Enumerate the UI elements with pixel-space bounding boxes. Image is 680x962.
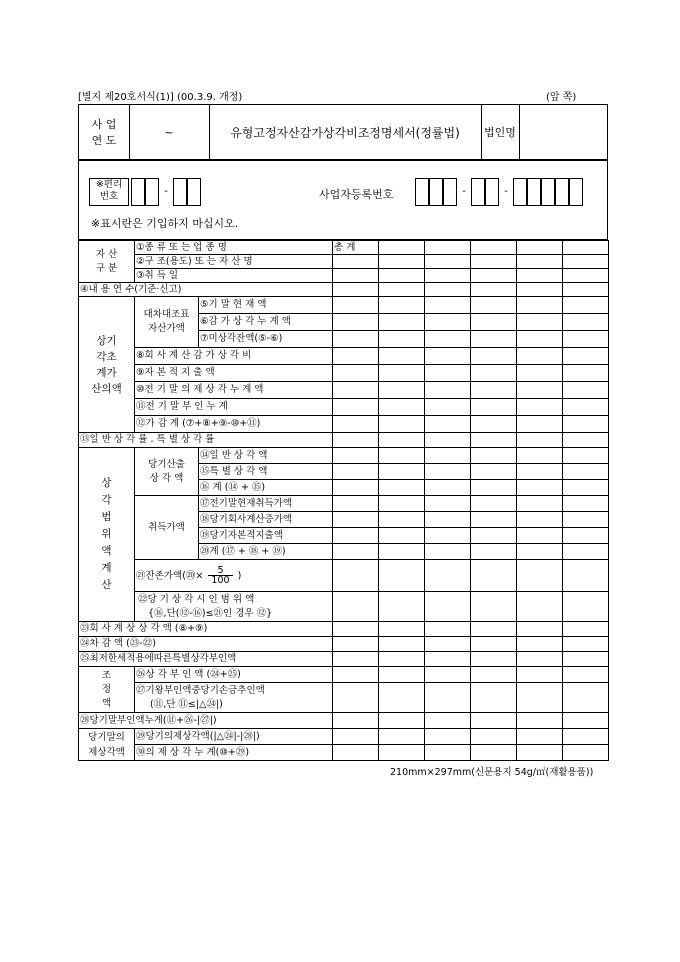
deemed-dep-label: 당기말의 제상각액 bbox=[79, 729, 135, 761]
row-5: ⑤기 말 현 재 액 bbox=[199, 297, 333, 314]
row-17: ⑰전기말현재취득가액 bbox=[199, 496, 333, 512]
biz-reg-label: 사업자등록번호 bbox=[319, 188, 394, 201]
row-27: ㉗기왕부인액중당기손금추인액 (⑪,단 ⑪≤|△㉔|) bbox=[135, 683, 333, 713]
row-25: ㉕최저한세적용에따른특별상각부인액 bbox=[79, 652, 333, 667]
row-16: ⑯ 계 (⑭ + ⑮) bbox=[199, 480, 333, 496]
row-11: ⑪전 기 말 부 인 누 계 bbox=[135, 399, 333, 416]
row-19: ⑲당기자본적지출액 bbox=[199, 528, 333, 544]
row-28: ㉘당기말부인액누계(⑪+㉖-|㉗|) bbox=[79, 713, 333, 729]
notice: ※표시란은 기입하지 마십시오. bbox=[91, 217, 239, 230]
row-4: ④내 용 연 수(기준·신고) bbox=[79, 283, 333, 297]
adjustment-label: 조 정 액 bbox=[79, 667, 135, 713]
paper-spec: 210mm×297mm(신문용지 54g/㎡(재활용품)) bbox=[390, 767, 594, 778]
corp-name-label: 법인명 bbox=[481, 105, 520, 159]
page-side: (앞 쪽) bbox=[546, 92, 577, 103]
row-3: ③취 득 일 bbox=[135, 269, 333, 283]
row-10: ⑩전 기 말 의 제 상 각 누 계 액 bbox=[135, 382, 333, 399]
corp-name-field[interactable] bbox=[519, 105, 607, 159]
row-30: ㉚의 제 상 각 누 계(⑩+㉙) bbox=[135, 745, 333, 761]
row-6: ⑥감 가 상 각 누 계 액 bbox=[199, 314, 333, 331]
registration-box bbox=[78, 160, 608, 240]
depreciation-table bbox=[78, 240, 609, 761]
total-label: 총 계 bbox=[333, 241, 379, 255]
row-9: ⑨자 본 적 지 출 액 bbox=[135, 365, 333, 382]
row-14: ⑭일 반 상 각 액 bbox=[199, 448, 333, 464]
row-26: ㉖상 각 부 인 액 (㉔+㉕) bbox=[135, 667, 333, 683]
row-8: ⑧회 사 계 산 감 가 상 각 비 bbox=[135, 348, 333, 365]
filing-number-field[interactable]: - bbox=[131, 178, 201, 206]
filing-number-label: ※편리 번호 bbox=[89, 178, 129, 206]
range-calc-label: 상 각 범 위 액 계 산 bbox=[79, 448, 135, 622]
business-year-label: 사 업 연 도 bbox=[79, 105, 130, 159]
row-20: ⑳계 (⑰ + ⑱ + ⑲) bbox=[199, 544, 333, 560]
asset-class-label: 자 산 구 분 bbox=[79, 241, 135, 283]
row-23: ㉓회 사 계 상 상 각 액 (⑧+⑨) bbox=[79, 622, 333, 637]
row-15: ⑮특 별 상 각 액 bbox=[199, 464, 333, 480]
form-number: [별지 제20호서식(1)] (00.3.9. 개정) bbox=[78, 92, 243, 103]
row-24: ㉔차 감 액 (㉓-㉒) bbox=[79, 637, 333, 652]
row-12: ⑫가 감 계 (⑦+⑧+⑨-⑩+⑪) bbox=[135, 416, 333, 433]
row-21: ㉑잔존가액(⑳× $\frac{5}{100}$ ) bbox=[135, 560, 333, 592]
row-1: ①종 류 또 는 업 종 명 bbox=[135, 241, 333, 255]
row-13: ⑬일 반 상 각 률 . 특 별 상 각 률 bbox=[79, 433, 333, 448]
dep-calc-label: 상기 각초 계가 산의액 bbox=[79, 297, 135, 433]
cur-dep-label: 당기산출 상 각 액 bbox=[135, 448, 199, 496]
row-7: ⑦미상각잔액(⑤-⑥) bbox=[199, 331, 333, 348]
row-18: ⑱당기회사계산증가액 bbox=[199, 512, 333, 528]
acq-value-label: 취득가액 bbox=[135, 496, 199, 560]
row-2: ②구 조(용도) 또 는 자 산 명 bbox=[135, 255, 333, 269]
row-22: ㉒당 기 상 각 시 인 범 위 액 {⑯,단(⑫-⑯)≤㉑인 경우 ⑫} bbox=[135, 592, 333, 622]
row-29: ㉙당기의제상각액(|△㉔|-|㉘|) bbox=[135, 729, 333, 745]
biz-reg-field[interactable]: - - bbox=[415, 178, 583, 206]
title-box bbox=[78, 104, 608, 160]
business-period: ~ bbox=[129, 105, 210, 159]
bs-asset-label: 대차대조표 자산가액 bbox=[135, 297, 199, 348]
form-title: 유형고정자산감가상각비조정명세서(정률법) bbox=[209, 105, 482, 159]
